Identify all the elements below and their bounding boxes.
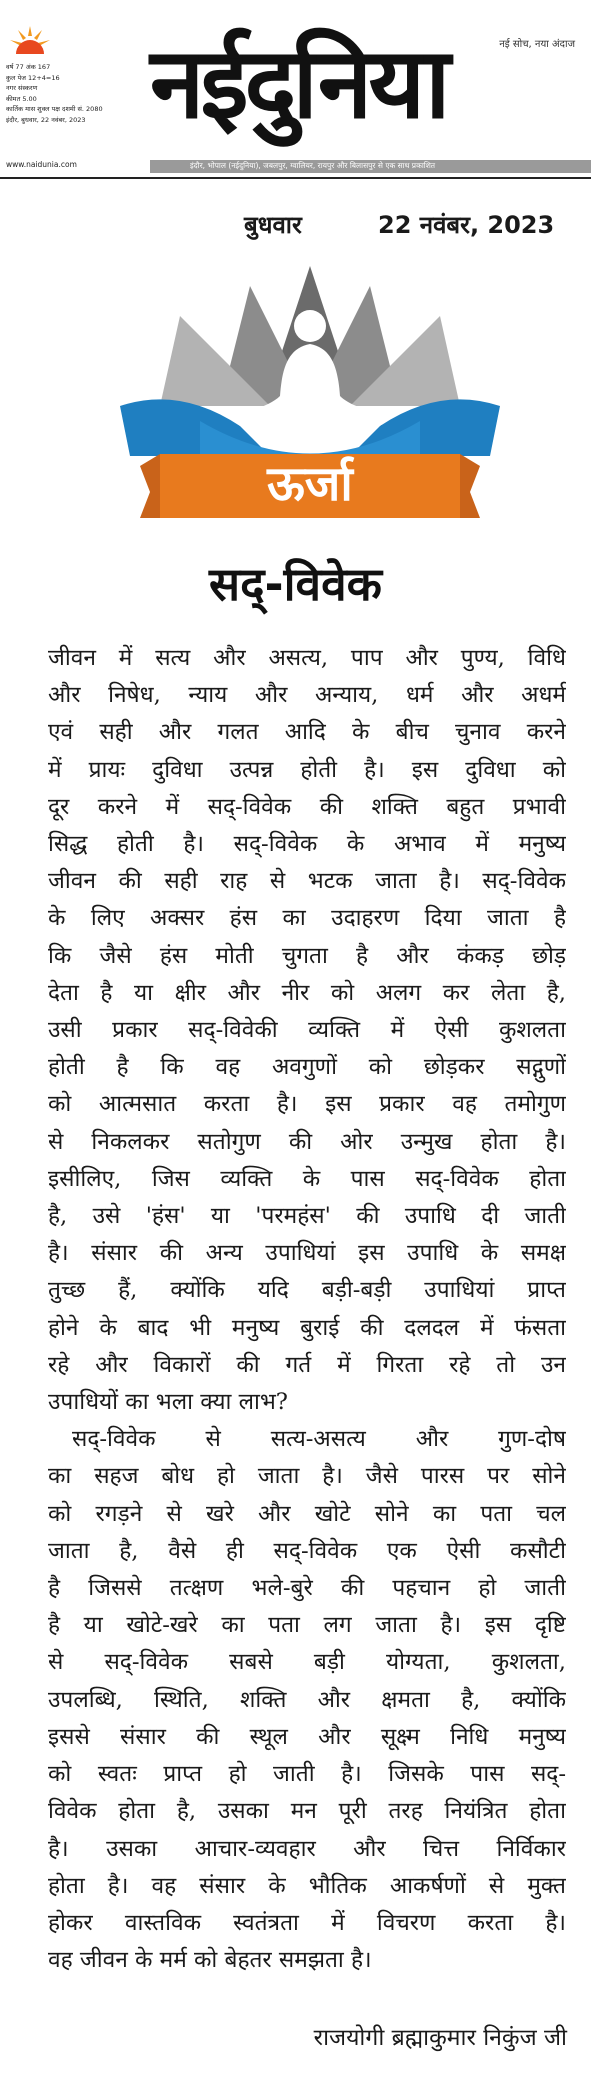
meta-line: कुल पेज 12+4=16 [6,73,60,82]
article-line: उपलब्धि, स्थिति, शक्ति और क्षमता है, क्योंकि [48,1686,566,1713]
meta-line: कार्तिक मास शुक्ल पक्ष दशमी सं. 2080 [6,105,103,113]
article-line: को रगड़ने से खरे और खोटे सोने का पता चल [48,1500,566,1527]
article-line: से निकलकर सतोगुण की ओर उन्मुख होता है। [48,1128,566,1155]
website-link[interactable]: www.naidunia.com [6,160,77,169]
masthead-rule [0,177,591,179]
masthead [0,0,591,178]
tagline: नई सोच, नया अंदाज [499,39,575,50]
meta-line: वर्ष 77 अंक 167 [6,63,51,71]
article-line: जीवन की सही राह से भटक जाता है। सद्-विवेक [48,868,566,895]
article-line: जाता है, वैसे ही सद्-विवेक एक ऐसी कसौटी [48,1537,566,1564]
article-line: का सहज बोध हो जाता है। जैसे पारस पर सोने [48,1463,566,1490]
article-line: दूर करने में सद्-विवेक की शक्ति बहुत प्रभावी [48,793,566,820]
article-line: और निषेध, न्याय और अन्याय, धर्म और अधर्म [48,682,566,709]
editions-text: इंदौर, भोपाल (नईदुनिया), जबलपुर, ग्वालियर, रायपुर और बिलासपुर से एक साथ प्रकाशित [190,161,436,170]
article-title: सद्-विवेक [208,557,382,611]
article-line: होकर वास्तविक स्वतंत्रता में विचरण करता है। [48,1909,566,1936]
meta-line: नगर संस्करण [6,84,38,92]
article-line: है। उसका आचार-व्यवहार और चित्त निर्विकार [48,1835,566,1862]
article-line: होता है। वह संसार के भौतिक आकर्षणों से मुक्त [48,1872,566,1899]
article-body [48,640,566,1979]
issue-date: 22 नवंबर, 2023 [378,211,555,239]
article-line: विवेक होता है, उसका मन पूरी तरह नियंत्रित होता [48,1798,566,1825]
author-byline: राजयोगी ब्रह्माकुमार निकुंज जी [313,2025,567,2051]
meta-line: कीमत 5.00 [6,94,37,103]
article-line: के लिए अक्सर हंस का उदाहरण दिया जाता है [48,905,566,932]
article-line: कि जैसे हंस मोती चुगता है और कंकड़ छोड़ [48,942,566,969]
article-line: रहे और विकारों की गर्त में गिरता रहे तो उन [48,1351,566,1378]
date-row [0,208,591,248]
article-line: तुच्छ हैं, क्योंकि यदि बड़ी-बड़ी उपाधियां प्राप्त [48,1277,566,1304]
article-line: से सद्-विवेक सबसे बड़ी योग्यता, कुशलता, [48,1649,566,1676]
article-line: है या खोटे-खरे का पता लग जाता है। इस दृष्टि [48,1612,566,1639]
article-line: है जिससे तत्क्षण भले-बुरे की पहचान हो जाती [48,1575,566,1602]
article-line: उसी प्रकार सद्-विवेकी व्यक्ति में ऐसी कुशलता [48,1017,566,1044]
newspaper-logo: नईदुनिया [150,27,447,141]
article-line: सिद्ध होती है। सद्-विवेक के अभाव में मनुष्य [48,831,566,858]
article-line: उपाधियों का भला क्या लाभ? [48,1389,288,1416]
urja-emblem [120,256,500,556]
section-label: ऊर्जा [267,456,353,512]
article-line: होती है कि वह अवगुणों को छोड़कर सद्गुणों [48,1054,566,1081]
weekday: बुधवार [244,211,302,239]
article-line: सद्-विवेक से सत्य-असत्य और गुण-दोष [72,1426,566,1453]
article-line: वह जीवन के मर्म को बेहतर समझता है। [48,1947,372,1974]
meta-line: इंदौर, बुधवार, 22 नवंबर, 2023 [6,115,86,124]
article-line: इसीलिए, जिस व्यक्ति के पास सद्-विवेक होता [48,1165,566,1192]
article-line: एवं सही और गलत आदि के बीच चुनाव करने [48,719,566,746]
edition-meta [6,62,156,125]
article-line: को स्वतः प्राप्त हो जाती है। जिसके पास सद्- [48,1761,566,1788]
article-line: होने के बाद भी मनुष्य बुराई की दलदल में फंसता [48,1314,566,1341]
rising-sun-icon [6,20,54,56]
article-line: को आत्मसात करता है। इस प्रकार वह तमोगुण [48,1091,566,1118]
article-line: है। संसार की अन्य उपाधियां इस उपाधि के समक्ष [48,1240,566,1267]
article-line: में प्रायः दुविधा उत्पन्न होती है। इस दुविधा को [48,756,566,783]
article-line: है, उसे 'हंस' या 'परमहंस' की उपाधि दी जाती [48,1203,566,1230]
article-line: जीवन में सत्य और असत्य, पाप और पुण्य, विधि [48,645,566,671]
article-line: इससे संसार की स्थूल और सूक्ष्म निधि मनुष्य [48,1723,566,1750]
article-line: देता है या क्षीर और नीर को अलग कर लेता है, [48,979,566,1006]
